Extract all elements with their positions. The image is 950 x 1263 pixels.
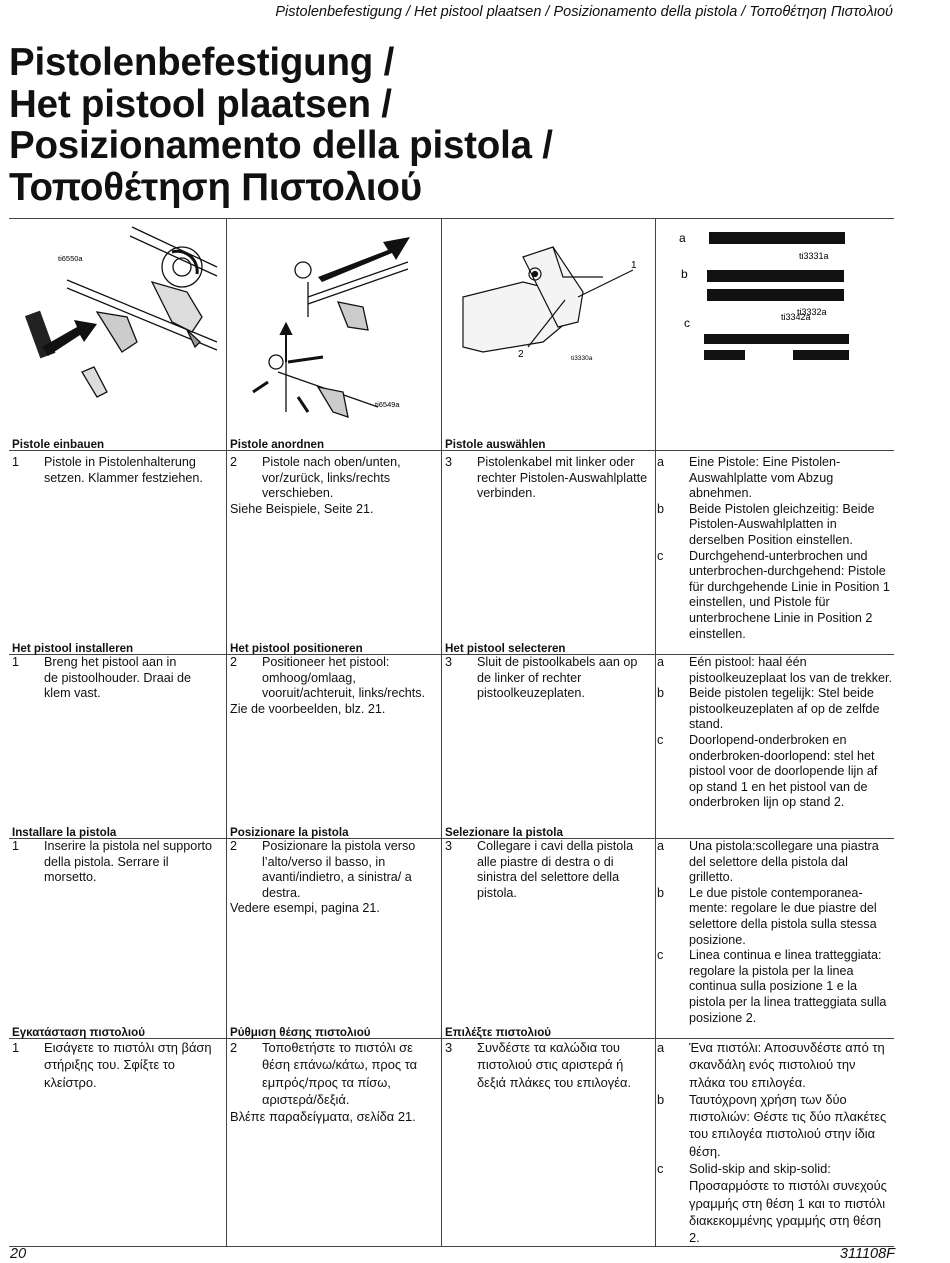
figure-gun-install [12,222,224,432]
option-item [657,839,893,886]
column-divider-2 [441,219,442,1246]
pattern-c-solid-line [704,334,849,344]
pattern-a-solid-line [709,232,845,244]
option-letter: c [657,948,664,963]
option-text: Una pistola:scollegare una piastra del selettore della pistola dal grilletto. [689,839,879,885]
step-number: 2 [230,455,238,469]
step-number: 3 [445,839,453,853]
step-item [445,455,653,502]
nl-col4 [657,655,893,811]
nl-col1 [12,655,192,702]
step-text: Pistole nach oben/unten, vor/zurück, links/rechts verschieben. [262,455,401,501]
step-note: Siehe Beispiele, Seite 21. [230,501,374,516]
column-divider-1 [226,219,227,1246]
step-text: Inserire la pistola nel supporto della pistola. Serrare il morsetto. [44,839,213,885]
option-letter: b [657,686,665,701]
step-text: Sluit de pistoolkabels aan op de linker of rechter pistoolkeuzeplaten. [477,655,638,701]
option-text: Doorlopend-onderbroken en onderbroken-doorlopend: stel het pistool voor de doorlopende lijn af op stand 1 en het pistool van de onderbroken lijn op stand 2. [689,732,878,810]
de-col1 [12,455,220,486]
option-letter: c [657,548,664,563]
section-head-el-select: Επιλέξτε πιστολιού [445,1026,552,1039]
step-item [445,1039,651,1091]
step-text: Breng het pistool aan in de pistoolhouder. Draai de klem vast. [44,655,192,701]
option-item [657,455,893,502]
figure-label-ti3330a: ti3330a [571,355,593,362]
step-item [12,839,222,886]
option-item [657,1091,893,1160]
option-item [657,1039,893,1091]
option-item [657,886,893,948]
section-head-el-position: Ρύθμιση θέσης πιστολιού [230,1026,371,1039]
option-text: Beide pistolen tegelijk: Stel beide pistoolkeuzeplaten af op de zelfde stand. [689,686,880,732]
option-letter: a [657,455,665,469]
step-number: 1 [12,1040,20,1055]
option-text: Eine Pistole: Eine Pistolen-Auswahlplatte vom Abzug abnehmen. [689,455,841,501]
section-head-de-position: Pistole anordnen [230,438,325,451]
de-col2 [230,455,436,517]
step-item [230,839,430,901]
section-head-nl-select: Het pistool selecteren [445,642,566,655]
nl-col2 [230,655,436,717]
step-item [12,1039,212,1091]
pattern-letter-b: b [681,267,688,281]
step-note: Zie de voorbeelden, blz. 21. [230,701,386,716]
section-head-nl-install: Het pistool installeren [12,642,134,655]
figure-gun-position [228,222,440,432]
pattern-c-skip-dash-1 [704,350,745,360]
el-col3 [445,1039,651,1091]
step-item [12,455,220,486]
option-letter: a [657,1040,665,1055]
step-item [230,655,436,702]
option-letter: c [657,1161,664,1177]
el-col1 [12,1039,212,1091]
step-text: Pistolenkabel mit linker oder rechter Pistolen-Auswahlplatte verbinden. [477,455,648,501]
figure-label-ti3331a: ti3331a [799,251,829,261]
step-number: 3 [445,455,453,469]
step-text: Τοποθετήστε το πιστόλι σε θέση επάνω/κάτω, προς τα εμπρός/προς τα πίσω, αριστερά/δεξιά. [262,1040,418,1107]
option-item [657,733,893,811]
section-head-it-select: Selezionare la pistola [445,826,563,839]
step-item [12,655,192,702]
figure-line-patterns [657,222,894,432]
option-text: Ταυτόχρονη χρήση των δύο πιστολιών: Θέστε τις δύο πλακέτες του επιλογέα πιστολιού στην ίδια θέση. [689,1091,887,1159]
step-number: 1 [12,655,20,669]
pattern-b-line-2 [707,289,844,301]
title-line-nl: Het pistool plaatsen / [9,82,392,126]
el-col2 [230,1039,436,1125]
option-text: Solid-skip and skip-solid: Προσαρμόστε το πιστόλι συνεχούς γραμμής στη θέση 1 και το πιστόλι διακεκομμένης γραμμής στη θέση 2. [689,1161,887,1246]
table-top-rule [9,218,894,219]
option-item [657,655,893,686]
section-head-it-position: Posizionare la pistola [230,826,349,839]
step-number: 3 [445,1040,453,1055]
de-col3 [445,455,653,502]
it-col3 [445,839,645,901]
option-item [657,549,893,643]
option-letter: a [657,655,665,669]
step-note: Βλέπε παραδείγματα, σελίδα 21. [230,1109,416,1125]
it-col4 [657,839,893,1026]
option-letter: a [657,839,665,853]
step-item [230,455,436,502]
step-item [230,1039,436,1108]
option-text: Le due pistole contemporanea-mente: regolare le due piastre del selettore della pistola sulla stessa posizione. [689,885,877,947]
it-col1 [12,839,222,886]
step-text: Posizionare la pistola verso l’alto/verso il basso, in avanti/indietro, a sinistra/ a destra. [262,839,416,900]
document-number: 311108F [839,1246,895,1262]
figure-label-ti6550a: ti6550a [58,254,83,263]
section-head-de-install: Pistole einbauen [12,438,105,451]
option-text: Durchgehend-unterbrochen und unterbrochen-durchgehend: Pistole für durchgehende Linie in Position 1 einstellen, und Pistole für unterbrochene Linie in Position 2 einstellen. [689,548,890,641]
de-col4 [657,455,893,642]
option-letter: c [657,732,664,747]
callout-1: 1 [631,260,637,271]
option-item [657,948,893,1026]
pattern-letter-c: c [684,316,690,330]
pattern-b-line-1 [707,270,844,282]
step-note: Vedere esempi, pagina 21. [230,901,380,916]
page-title [9,42,553,208]
figure-label-ti6549a: ti6549a [375,400,400,409]
title-line-el: Τοποθέτηση Πιστολιού [9,165,422,209]
step-item [445,839,645,901]
option-item [657,1160,893,1246]
step-text: Pistole in Pistolenhalterung setzen. Klammer festziehen. [44,455,203,485]
step-number: 2 [230,1040,238,1055]
step-number: 1 [12,839,20,853]
figure-label-ti3342a: ti3342a [781,312,811,322]
pattern-letter-a: a [679,231,686,245]
figure-gun-select [443,222,653,432]
section-head-nl-position: Het pistool positioneren [230,642,363,655]
callout-2: 2 [518,349,524,360]
option-letter: b [657,885,665,900]
step-number: 3 [445,655,453,669]
option-text: Eén pistool: haal één pistoolkeuzeplaat los van de trekker. [689,655,893,685]
section-head-it-install: Installare la pistola [12,826,117,839]
option-text: Beide Pistolen gleichzeitig: Beide Pistolen-Auswahlplatten in derselben Position einstellen. [689,501,875,547]
step-text: Εισάγετε το πιστόλι στη βάση στήριξης του. Σφίξτε το κλείστρο. [44,1040,212,1090]
option-item [657,686,893,733]
step-number: 2 [230,839,238,853]
el-col4 [657,1039,893,1247]
option-text: Linea continua e linea tratteggiata: regolare la pistola per la linea continua sulla posizione 1 e la pistola per la linea tratteggiata sulla posizione 2. [689,948,887,1025]
section-head-de-select: Pistole auswählen [445,438,546,451]
column-divider-3 [655,219,656,1246]
title-line-de: Pistolenbefestigung / [9,41,395,84]
section-head-el-install: Εγκατάσταση πιστολιού [12,1026,145,1039]
option-letter: b [657,501,665,516]
option-item [657,502,893,549]
step-text: Positioneer het pistool: omhoog/omlaag, vooruit/achteruit, links/rechts. [262,655,426,701]
page-number: 20 [10,1246,27,1262]
option-text: Ένα πιστόλι: Αποσυνδέστε από τη σκανδάλη ενός πιστολιού την πλάκα του επιλογέα. [689,1040,885,1090]
nl-col3 [445,655,645,702]
title-line-it: Posizionamento della pistola / [9,124,553,167]
step-number: 2 [230,655,238,669]
step-text: Collegare i cavi della pistola alle piastre di destra o di sinistra del selettore della pistola. [477,839,634,900]
running-header: Pistolenbefestigung / Het pistool plaatsen / Posizionamento della pistola / Τοποθέτηση Πιστολιού [275,4,893,20]
it-col2 [230,839,430,917]
option-letter: b [657,1091,665,1107]
figure-label-ti3332a: ti3332a [797,307,827,317]
step-number: 1 [12,455,20,469]
step-item [445,655,645,702]
step-text: Συνδέστε τα καλώδια του πιστολιού στις αριστερά ή δεξιά πλάκες του επιλογέα. [477,1040,632,1090]
pattern-c-skip-dash-2 [793,350,849,360]
